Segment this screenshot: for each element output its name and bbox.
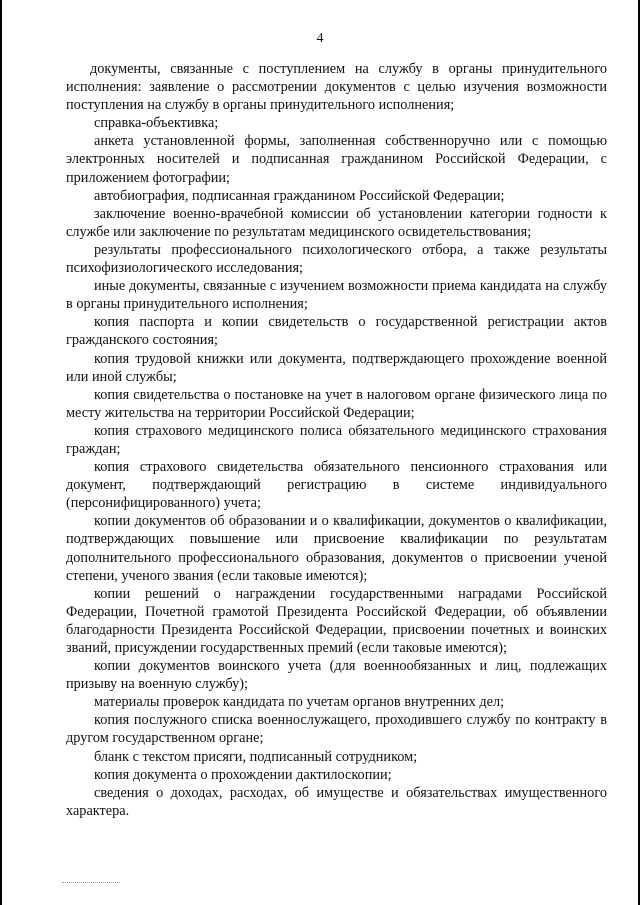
page-frame-left-edge (0, 0, 2, 905)
paragraph-awards-decisions: копии решений о награждении государственными наградами Российской Федерации, Почетной грамотой Президента Российской Федерации, об объявлении благодарности Президента Российской Федерации, присвоении почетных и воинских званий, присуждении государственных премий (если таковые имеются); (66, 585, 607, 656)
paragraph-reference-summary: справка-объективка; (94, 115, 219, 132)
paragraph-military-registration: копии документов воинского учета (для военнообязанных и лиц, подлежащих призыву на военную службу); (66, 658, 607, 693)
paragraph-income-declaration: сведения о доходах, расходах, об имуществе и обязательствах имущественного характера. (66, 784, 607, 819)
paragraph-service-record-copy: копия послужного списка военнослужащего, проходившего службу по контракту в другом государственном органе; (66, 712, 607, 747)
document-body (66, 60, 607, 820)
paragraph-education-documents: копии документов об образовании и о квалификации, документов о квалификации, подтверждающих повышение или присвоение квалификации по результатам дополнительного профессионального образования, документов о присвоении ученой степени, ученого звания (если таковые имеются); (66, 513, 607, 584)
paragraph-other-documents: иные документы, связанные с изучением возможности приема кандидата на службу в органы принудительного исполнения; (66, 278, 607, 313)
paragraph-fingerprinting-copy: копия документа о прохождении дактилоскопии; (94, 766, 392, 783)
paragraph-questionnaire: анкета установленной формы, заполненная собственноручно или с помощью электронных носителей и подписанная гражданином Российской Федерации, с приложением фотографии; (66, 133, 607, 186)
paragraph-police-checks: материалы проверок кандидата по учетам органов внутренних дел; (94, 694, 505, 711)
paragraph-tax-registration-copy: копия свидетельства о постановке на учет в налоговом органе физического лица по месту жительства на территории Российской Федерации; (66, 386, 607, 421)
paragraph-autobiography: автобиография, подписанная гражданином Российской Федерации; (94, 187, 505, 204)
paragraph-oath-form: бланк с текстом присяги, подписанный сотрудником; (94, 748, 418, 765)
paragraph-work-record-copy: копия трудовой книжки или документа, подтверждающего прохождение военной или иной службы; (66, 350, 607, 385)
paragraph-documents-for-admission: документы, связанные с поступлением на службу в органы принудительного исполнения: заявление о рассмотрении документов с целью изучения возможности поступления на службу в органы принудительного исполнения; (66, 61, 607, 114)
paragraph-medical-insurance-copy: копия страхового медицинского полиса обязательного медицинского страхования граждан; (66, 422, 607, 457)
paragraph-psychological-selection: результаты профессионального психологического отбора, а также результаты психофизиологического исследования; (66, 241, 607, 277)
paragraph-passport-copy: копия паспорта и копии свидетельств о государственной регистрации актов гражданского состояния; (66, 314, 607, 349)
footer-dotted-mark (62, 882, 120, 884)
paragraph-pension-insurance-copy: копия страхового свидетельства обязательного пенсионного страхования или документ, подтверждающий регистрацию в системе индивидуального (персонифицированного) учета; (66, 459, 607, 512)
page-number: 4 (316, 31, 324, 46)
paragraph-military-medical-conclusion: заключение военно-врачебной комиссии об установлении категории годности к службе или заключение по результатам медицинского освидетельствования; (66, 205, 607, 240)
